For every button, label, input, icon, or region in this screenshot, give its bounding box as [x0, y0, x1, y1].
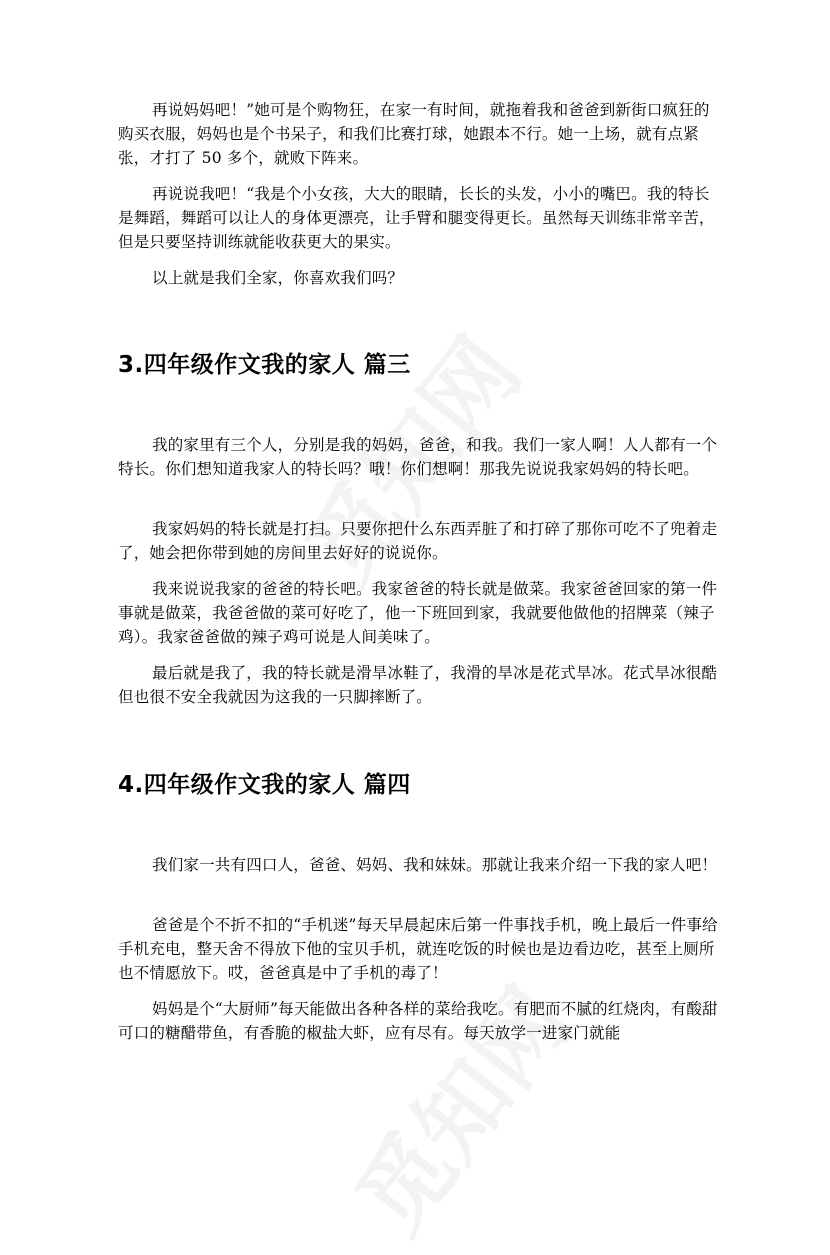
paragraph: 以上就是我们全家，你喜欢我们吗？ — [152, 269, 404, 287]
paragraph: 再说说我吧！“我是个小女孩，大大的眼睛，长长的头发，小小的嘴巴。我的特长是舞蹈，舞蹈可以让人的身体更漂亮，让手臂和腿变得更长。虽然每天训练非常辛苦，但是只要坚持训练就能收获更大的果实。 — [118, 185, 715, 251]
paragraph: 我们家一共有四口人，爸爸、妈妈、我和妹妹。那就让我来介绍一下我的家人吧！ — [152, 856, 718, 874]
section-heading: 3.四年级作文我的家人 篇三 — [118, 352, 411, 378]
paragraph: 最后就是我了，我的特长就是滑旱冰鞋了，我滑的旱冰是花式旱冰。花式旱冰很酷但也很不安全我就因为这我的一只脚摔断了。 — [118, 664, 718, 706]
paragraph: 我家妈妈的特长就是打扫。只要你把什么东西弄脏了和打碎了那你可吃不了兜着走了，她会把你带到她的房间里去好好的说说你。 — [118, 520, 718, 562]
paragraph: 我来说说我家的爸爸的特长吧。我家爸爸的特长就是做菜。我家爸爸回家的第一件事就是做菜，我爸爸做的菜可好吃了，他一下班回到家，我就要他做他的招牌菜（辣子鸡）。我家爸爸做的辣子鸡可说是人间美味了。 — [118, 580, 718, 646]
paragraph: 爸爸是个不折不扣的“手机迷”每天早晨起床后第一件事找手机，晚上最后一件事给手机充电，整天舍不得放下他的宝贝手机，就连吃饭的时候也是边看边吃，甚至上厕所也不情愿放下。哎，爸爸真是中了手机的毒了！ — [118, 916, 718, 982]
paragraph: 妈妈是个“大厨师”每天能做出各种各样的菜给我吃。有肥而不腻的红烧肉，有酸甜可口的糖醋带鱼，有香脆的椒盐大虾，应有尽有。每天放学一进家门就能 — [118, 1000, 718, 1042]
paragraph: 我的家里有三个人，分别是我的妈妈，爸爸，和我。我们一家人啊！人人都有一个特长。你们想知道我家人的特长吗？哦！你们想啊！那我先说说我家妈妈的特长吧。 — [118, 436, 718, 478]
section-heading: 4.四年级作文我的家人 篇四 — [118, 772, 411, 798]
paragraph: 再说妈妈吧！”她可是个购物狂，在家一有时间，就拖着我和爸爸到新街口疯狂的购买衣服，妈妈也是个书呆子，和我们比赛打球，她跟本不行。她一上场，就有点紧张，才打了 50 多个，就败下阵来。 — [118, 101, 710, 167]
